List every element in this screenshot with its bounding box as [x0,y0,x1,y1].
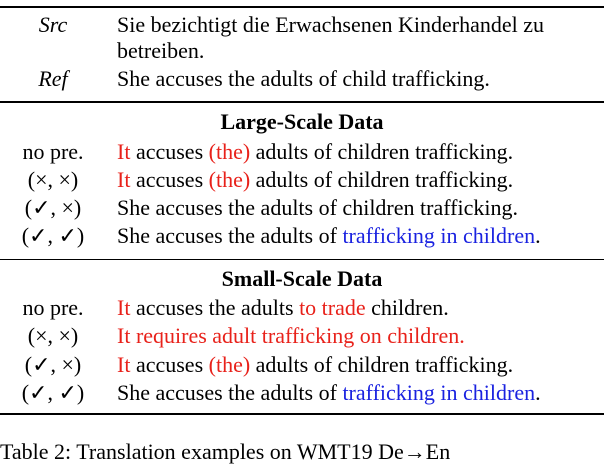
ref-label: Ref [38,66,68,91]
translation-segment: (the) [208,139,251,164]
translation-segment: adults of children trafficking. [250,139,514,164]
row-translation [117,194,518,222]
translation-segment: (the) [208,167,251,192]
small-row-3 [0,351,604,379]
table-bottom-rule [0,413,604,415]
section-rule-large [0,101,604,103]
src-label: Src [38,12,68,37]
translation-segment: to trade [299,295,366,320]
translation-segment: She accuses the adults of children trafficking. [117,195,518,220]
row-label: (✓, ✓) [21,223,85,248]
ref-row [0,65,604,93]
row-translation [117,166,513,194]
small-row-4 [0,379,604,407]
translation-segment: It [117,352,131,377]
large-row-2 [0,166,604,194]
large-row-4 [0,222,604,250]
large-row-1 [0,138,604,166]
row-translation [117,379,541,407]
ref-text: She accuses the adults of child trafficking. [117,66,490,91]
translation-segment: adults of children trafficking. [250,167,514,192]
table-caption: Table 2: Translation examples on WMT19 De→En [0,439,451,464]
translation-segment: children. [365,295,449,320]
translation-segment: She accuses the adults of [117,223,343,248]
row-translation [117,322,465,350]
translation-segment: She accuses the adults of [117,380,343,405]
row-translation [117,138,513,166]
section-title-small: Small-Scale Data [221,266,383,291]
src-row-cont [0,37,604,65]
row-translation [117,351,513,379]
translation-segment: . [535,380,541,405]
row-label: (✓, ✓) [21,380,85,405]
row-label: (✓, ×) [24,352,82,377]
translation-segment: . [535,223,541,248]
translation-segment: It [117,139,131,164]
translation-segment: It [117,295,131,320]
large-row-3 [0,194,604,222]
translation-segment: accuses [130,167,209,192]
translation-segment: accuses the adults [130,295,300,320]
translation-segment: trafficking in children [342,380,536,405]
section-rule-small [0,259,604,260]
src-text-line2: betreiben. [117,38,205,63]
row-translation [117,222,541,250]
small-row-2 [0,322,604,350]
translation-segment: It requires adult trafficking on children. [117,323,465,348]
translation-segment: accuses [130,352,209,377]
src-text-line1: Sie bezichtigt die Erwachsenen Kinderhandel zu [117,12,545,37]
row-translation [117,294,449,322]
translation-segment: accuses [130,139,209,164]
translation-segment: (the) [208,352,251,377]
row-label: (×, ×) [27,323,79,348]
translation-segment: trafficking in children [342,223,536,248]
row-label: no pre. [22,295,84,320]
row-label: (✓, ×) [24,195,82,220]
translation-segment: adults of children trafficking. [250,352,514,377]
small-row-1 [0,294,604,322]
row-label: no pre. [22,139,84,164]
row-label: (×, ×) [27,167,79,192]
src-row [0,11,604,39]
table-top-rule [0,6,604,8]
section-title-large: Large-Scale Data [220,109,384,134]
translation-segment: It [117,167,131,192]
